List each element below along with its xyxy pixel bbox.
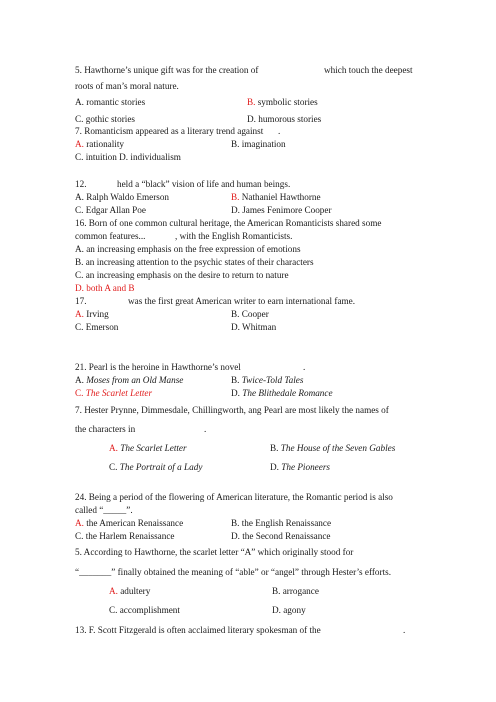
q17-option-a xyxy=(75,309,109,319)
q5-option-b-text: symbolic stories xyxy=(255,97,318,107)
q21-stem-text: 21. Pearl is the heroine in Hawthorne’s novel xyxy=(75,362,241,372)
q13-stem-end: . xyxy=(403,625,406,635)
q7a-stem-end: . xyxy=(278,126,281,136)
q5-option-b xyxy=(247,97,318,108)
q16-stem-line2 xyxy=(75,231,293,242)
q24-stem-line1: 24. Being a period of the flowering of American literature, the Romantic period is also xyxy=(75,492,393,502)
q7b-option-d-letter: D. xyxy=(270,462,279,472)
q21-option-d-letter: D. xyxy=(231,388,240,398)
q21-option-b-letter: B. xyxy=(231,375,240,385)
q5b-options-cd xyxy=(109,605,306,616)
q13-stem xyxy=(75,625,406,636)
q21-option-c xyxy=(75,388,152,398)
q16-stem-part1: common features... xyxy=(75,231,146,241)
q17-option-c: C. Emerson xyxy=(75,322,119,332)
q16-option-b: B. an increasing attention to the psychic states of their characters xyxy=(75,257,314,267)
q24-options-cd xyxy=(75,531,331,542)
q12-option-c: C. Edgar Allan Poe xyxy=(75,205,146,215)
q12-stem-text: held a “black” vision of life and human beings. xyxy=(117,179,291,189)
q12-option-b-letter: B. xyxy=(231,192,240,202)
q21-options-cd xyxy=(75,388,333,399)
q12-options-cd xyxy=(75,205,332,216)
q7b-option-b-letter: B. xyxy=(270,443,279,453)
q7b-option-b-text: The House of the Seven Gables xyxy=(280,443,396,453)
q5b-option-d: D. agony xyxy=(272,605,306,615)
q17-stem-text: was the first great American writer to earn international fame. xyxy=(128,296,356,306)
q7a-option-a xyxy=(75,139,124,149)
q21-stem-end: . xyxy=(303,362,306,372)
q7b-option-c-letter: C. xyxy=(109,462,118,472)
q16-option-a: A. an increasing emphasis on the free expression of emotions xyxy=(75,244,301,254)
q21-option-d-text: The Blithedale Romance xyxy=(242,388,333,398)
q5-options-cd xyxy=(75,114,322,125)
q12-stem xyxy=(75,179,291,190)
q16-option-c: C. an increasing emphasis on the desire to return to nature xyxy=(75,270,289,280)
q5-stem-part2: which touch the deepest xyxy=(324,65,413,75)
q7b-option-a-letter: A. xyxy=(109,443,118,453)
q5-stem-line2: roots of man’s moral nature. xyxy=(75,81,179,91)
q12-number: 12. xyxy=(75,179,87,189)
q24-option-a-text: the American Renaissance xyxy=(83,518,184,528)
q12-option-a: A. Ralph Waldo Emerson xyxy=(75,192,170,202)
q7b-stem-end: . xyxy=(204,424,207,434)
q7a-options-ab xyxy=(75,139,286,150)
q7a-option-b: B. imagination xyxy=(231,139,286,149)
q7a-options-cd: C. intuition D. individualism xyxy=(75,152,181,162)
q7b-options-ab xyxy=(109,443,396,454)
q21-stem xyxy=(75,362,306,373)
q5b-option-a-letter: A. xyxy=(109,586,118,596)
q7b-stem-line2 xyxy=(75,424,207,435)
q12-option-d: D. James Fenimore Cooper xyxy=(231,205,332,215)
q7a-stem-text: 7. Romanticism appeared as a literary trend against xyxy=(75,126,264,136)
q24-option-c: C. the Harlem Renaissance xyxy=(75,531,175,541)
q12-option-b xyxy=(231,192,321,203)
q7b-option-d-text: The Pioneers xyxy=(281,462,330,472)
q17-option-d: D. Whitman xyxy=(231,322,277,332)
q21-option-b-text: Twice-Told Tales xyxy=(241,375,304,385)
q21-options-ab xyxy=(75,375,304,386)
q12-option-b-text: Nathaniel Hawthorne xyxy=(239,192,321,202)
q21-option-a-letter: A. xyxy=(75,375,84,385)
q7b-option-d xyxy=(270,462,330,473)
q5b-option-a-text: adultery xyxy=(117,586,151,596)
q5b-option-c: C. accomplishment xyxy=(109,605,180,615)
q17-options-ab xyxy=(75,309,269,320)
q21-option-a-text: Moses from an Old Manse xyxy=(86,375,184,385)
q7b-option-a-text: The Scarlet Letter xyxy=(120,443,187,453)
q7a-option-a-text: rationality xyxy=(83,139,124,149)
q21-option-a xyxy=(75,375,183,385)
q5b-stem-line2: “_______” finally obtained the meaning of “able” or “angel” through Hester’s efforts. xyxy=(75,567,392,577)
q21-option-b xyxy=(231,375,303,386)
q21-option-c-letter: C. xyxy=(75,388,84,398)
q5b-options-ab xyxy=(109,586,319,597)
q5b-option-a xyxy=(109,586,150,596)
q16-stem-part2: , with the English Romanticists. xyxy=(175,231,293,241)
q13-stem-text: 13. F. Scott Fitzgerald is often acclaimed literary spokesman of the xyxy=(75,625,321,635)
q5-option-b-letter: B. xyxy=(247,97,256,107)
q5-option-c: C. gothic stories xyxy=(75,114,135,124)
q24-stem-line2: called “_____”. xyxy=(75,505,133,515)
q7b-stem-line1: 7. Hester Prynne, Dimmesdale, Chillingworth, ang Pearl are most likely the names of xyxy=(75,405,389,415)
q7b-option-a xyxy=(109,443,187,453)
q5b-option-b: B. arrogance xyxy=(272,586,319,596)
q12-options-ab xyxy=(75,192,321,203)
q5-stem-line1 xyxy=(75,65,413,76)
q7b-option-c xyxy=(109,462,202,472)
q7b-option-c-text: The Portrait of a Lady xyxy=(119,462,203,472)
q17-option-a-letter: A. xyxy=(75,309,84,319)
q7a-option-a-letter: A. xyxy=(75,139,84,149)
q16-option-d: D. both A and B xyxy=(75,283,135,293)
q24-option-a xyxy=(75,518,183,528)
q7b-options-cd xyxy=(109,462,330,473)
q7b-stem-text: the characters in xyxy=(75,424,136,434)
q24-options-ab xyxy=(75,518,332,529)
q16-stem-line1: 16. Born of one common cultural heritage, the American Romanticists shared some xyxy=(75,218,382,228)
q5b-stem-line1: 5. According to Hawthorne, the scarlet letter “A” which originally stood for xyxy=(75,547,354,557)
q24-option-b: B. the English Renaissance xyxy=(231,518,332,528)
q5-option-a: A. romantic stories xyxy=(75,97,146,107)
q21-option-d xyxy=(231,388,333,399)
q5-options-ab xyxy=(75,97,318,108)
q21-option-c-text: The Scarlet Letter xyxy=(85,388,153,398)
q17-option-a-text: Irving xyxy=(83,309,109,319)
q17-stem xyxy=(75,296,356,307)
q17-number: 17. xyxy=(75,296,87,306)
q5-option-d: D. humorous stories xyxy=(247,114,322,124)
q7b-option-b xyxy=(270,443,395,454)
q5-stem-part1: 5. Hawthorne’s unique gift was for the creation of xyxy=(75,65,259,75)
q17-option-b: B. Cooper xyxy=(231,309,269,319)
q7a-stem xyxy=(75,126,281,137)
q24-option-a-letter: A. xyxy=(75,518,84,528)
q17-options-cd xyxy=(75,322,277,333)
q24-option-d: D. the Second Renaissance xyxy=(231,531,331,541)
